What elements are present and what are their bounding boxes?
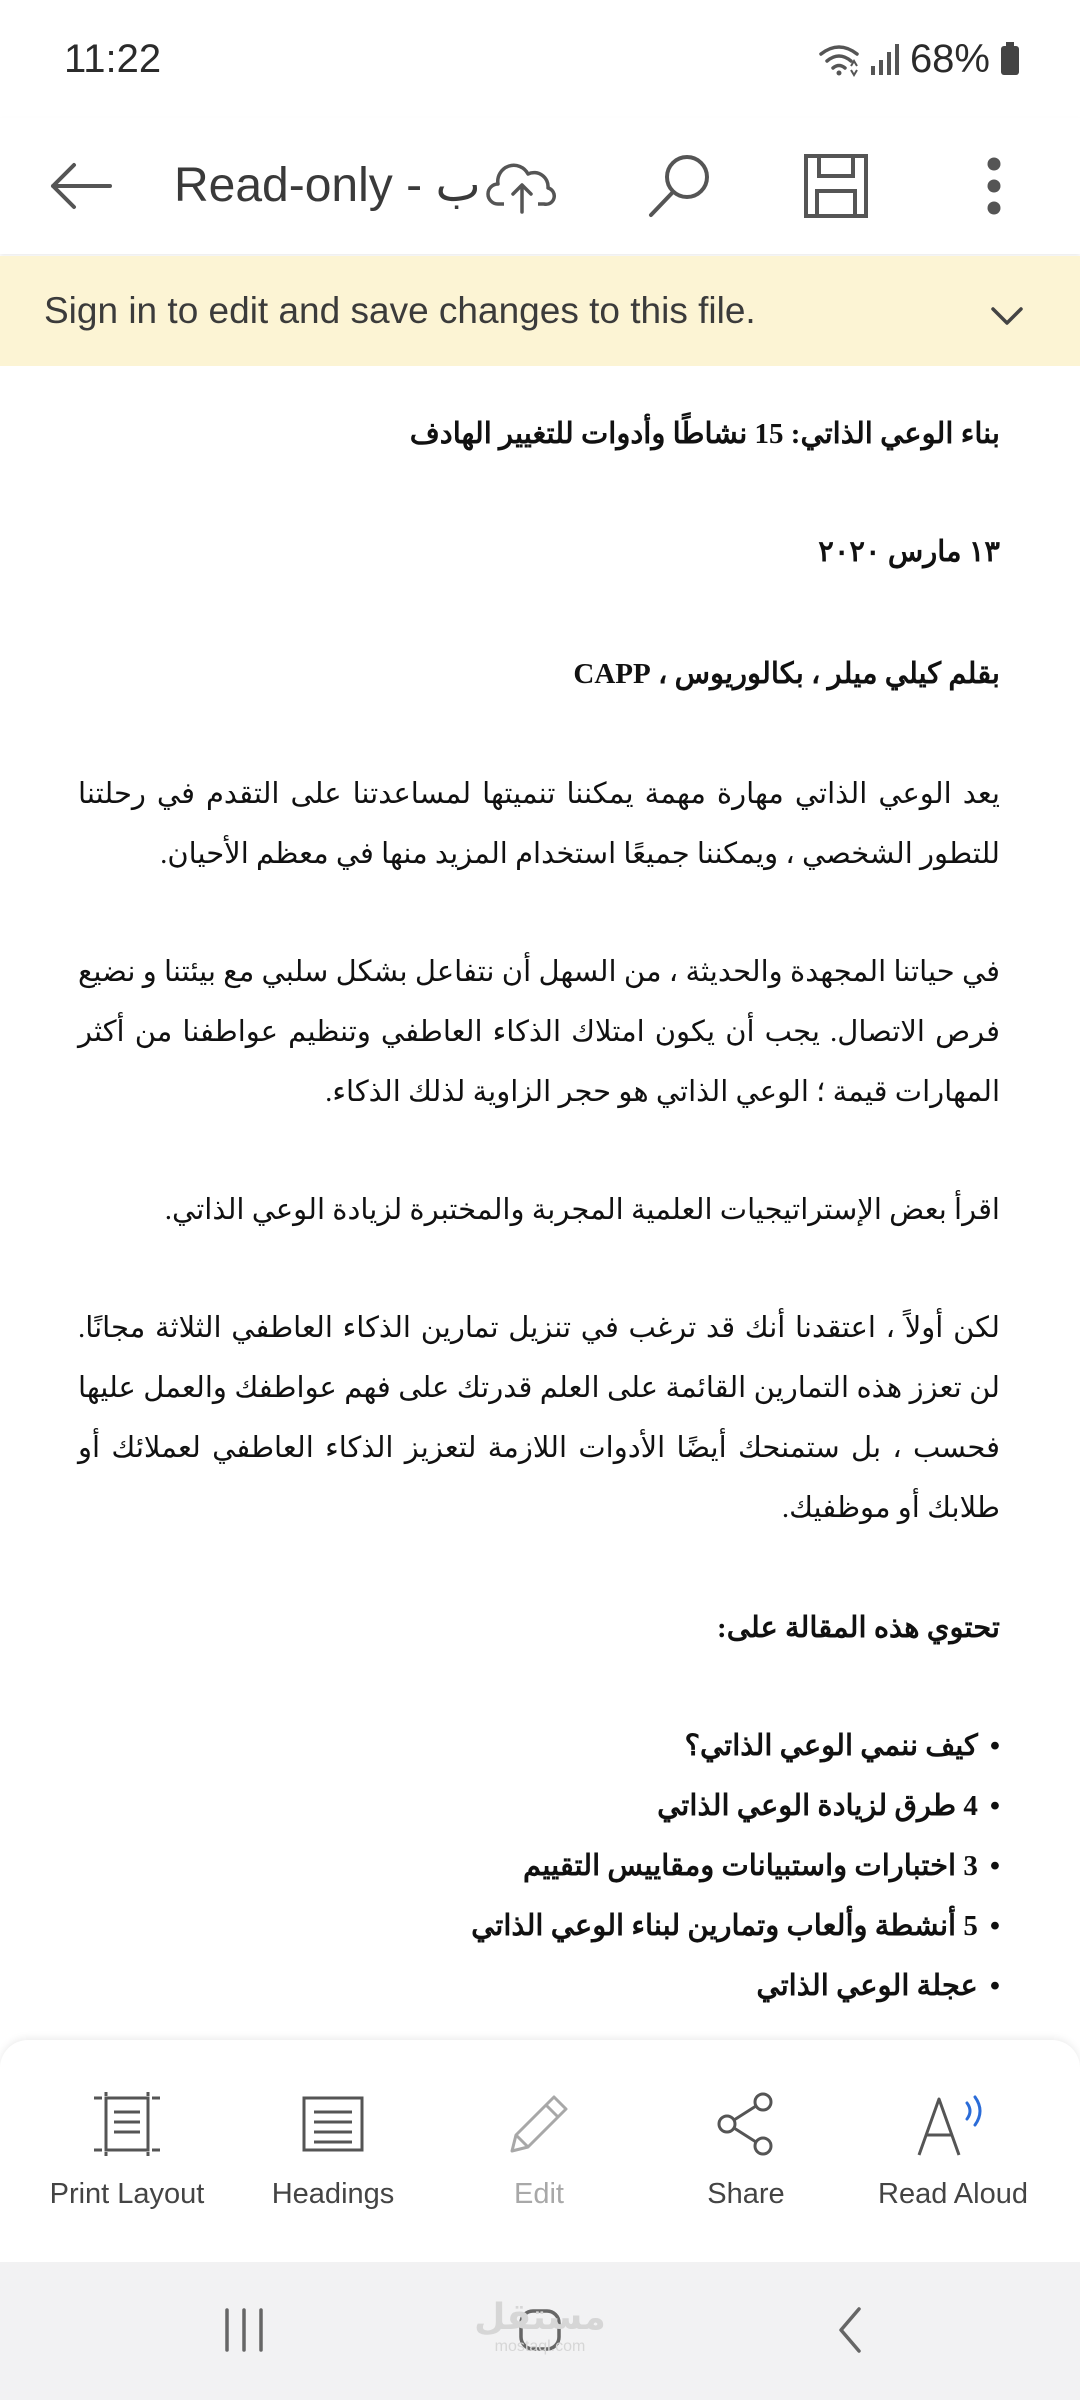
list-item: • عجلة الوعي الذاتي	[78, 1956, 1000, 2016]
bottom-toolbar	[0, 2040, 1080, 2262]
save-icon[interactable]	[796, 144, 876, 228]
paragraph: اقرأ بعض الإستراتيجيات العلمية المجربة والمختبرة لزيادة الوعي الذاتي.	[164, 1194, 1000, 1226]
edit-label: Edit	[514, 2178, 564, 2210]
article-date: ١٣ مارس ٢٠٢٠	[818, 536, 1000, 568]
status-time: 11:22	[64, 36, 162, 81]
list-item: • 3 اختبارات واستبيانات ومقاييس التقييم	[78, 1836, 1000, 1896]
print-layout-button[interactable]	[24, 2040, 230, 2262]
signal-icon	[870, 42, 900, 76]
read-aloud-icon	[915, 2086, 991, 2162]
article-author: بقلم كيلي ميلر ، بكالوريوس ، CAPP	[573, 658, 1000, 690]
document-title[interactable]: Read-only - ب	[174, 159, 481, 212]
status-icons	[818, 37, 1020, 82]
back-arrow-icon[interactable]	[40, 146, 120, 226]
document-content[interactable]	[78, 366, 1000, 2040]
sign-in-banner[interactable]	[0, 256, 1080, 366]
list-item: • كيف ننمي الوعي الذاتي؟	[78, 1716, 1000, 1776]
wifi-icon	[818, 42, 860, 76]
sign-in-banner-text: Sign in to edit and save changes to this file.	[44, 290, 756, 331]
watermark-arabic: مستقل	[474, 2296, 606, 2337]
search-icon[interactable]	[638, 144, 722, 228]
headings-label: Headings	[271, 2178, 395, 2210]
watermark	[472, 2296, 608, 2356]
more-vertical-icon[interactable]	[966, 146, 1022, 226]
contents-list	[78, 1716, 1000, 2016]
share-button[interactable]	[643, 2040, 849, 2262]
recent-apps-icon[interactable]	[214, 2300, 274, 2360]
share-label: Share	[707, 2178, 785, 2210]
status-bar	[0, 0, 1080, 118]
article-title: بناء الوعي الذاتي: 15 نشاطًا وأدوات للتغيير الهادف	[409, 418, 1000, 450]
watermark-latin: mostaql.com	[494, 2338, 586, 2355]
read-aloud-button[interactable]	[850, 2040, 1056, 2262]
read-aloud-label: Read Aloud	[878, 2178, 1028, 2210]
paragraph: لكن أولاً ، اعتقدنا أنك قد ترغب في تنزيل تمارين الذكاء العاطفي الثلاثة مجانًا. لن تعزز هذه التمارين القائمة على العلم قدرتك على فهم عواطفك والعمل عليها فحسب ، بل ستمنحك أيضًا الأدوات اللازمة لتعزيز الذكاء العاطفي لعملائك أو طلابك أو موظفيك.	[78, 1312, 1000, 1524]
battery-icon	[1000, 42, 1020, 76]
app-bar	[0, 118, 1080, 254]
edit-button[interactable]	[436, 2040, 642, 2262]
list-item: • 4 طرق لزيادة الوعي الذاتي	[78, 1776, 1000, 1836]
pencil-icon	[506, 2086, 572, 2162]
headings-button[interactable]	[230, 2040, 436, 2262]
contents-heading: تحتوي هذه المقالة على:	[717, 1612, 1000, 1644]
paragraph: في حياتنا المجهدة والحديثة ، من السهل أن نتفاعل بشكل سلبي مع بيئتنا و نضيع فرص الاتصال. يجب أن يكون امتلاك الذكاء العاطفي وتنظيم عواطفنا من أكثر المهارات قيمة ؛ الوعي الذاتي هو حجر الزاوية لذلك الذكاء.	[78, 956, 1000, 1108]
print-layout-label: Print Layout	[49, 2178, 205, 2210]
paragraph: يعد الوعي الذاتي مهارة مهمة يمكننا تنميتها لمساعدتنا على التقدم في رحلتنا للتطور الشخصي ، ويمكننا جميعًا استخدام المزيد منها في معظم الأحيان.	[78, 778, 1000, 870]
list-item: • 5 أنشطة وألعاب وتمارين لبناء الوعي الذاتي	[78, 1896, 1000, 1956]
share-icon	[715, 2086, 777, 2162]
chevron-down-icon[interactable]	[990, 294, 1024, 336]
battery-percent: 68%	[909, 36, 990, 81]
print-layout-icon	[92, 2086, 162, 2162]
cloud-upload-icon[interactable]	[482, 146, 562, 226]
headings-icon	[302, 2086, 364, 2162]
back-nav-icon[interactable]	[820, 2300, 880, 2360]
